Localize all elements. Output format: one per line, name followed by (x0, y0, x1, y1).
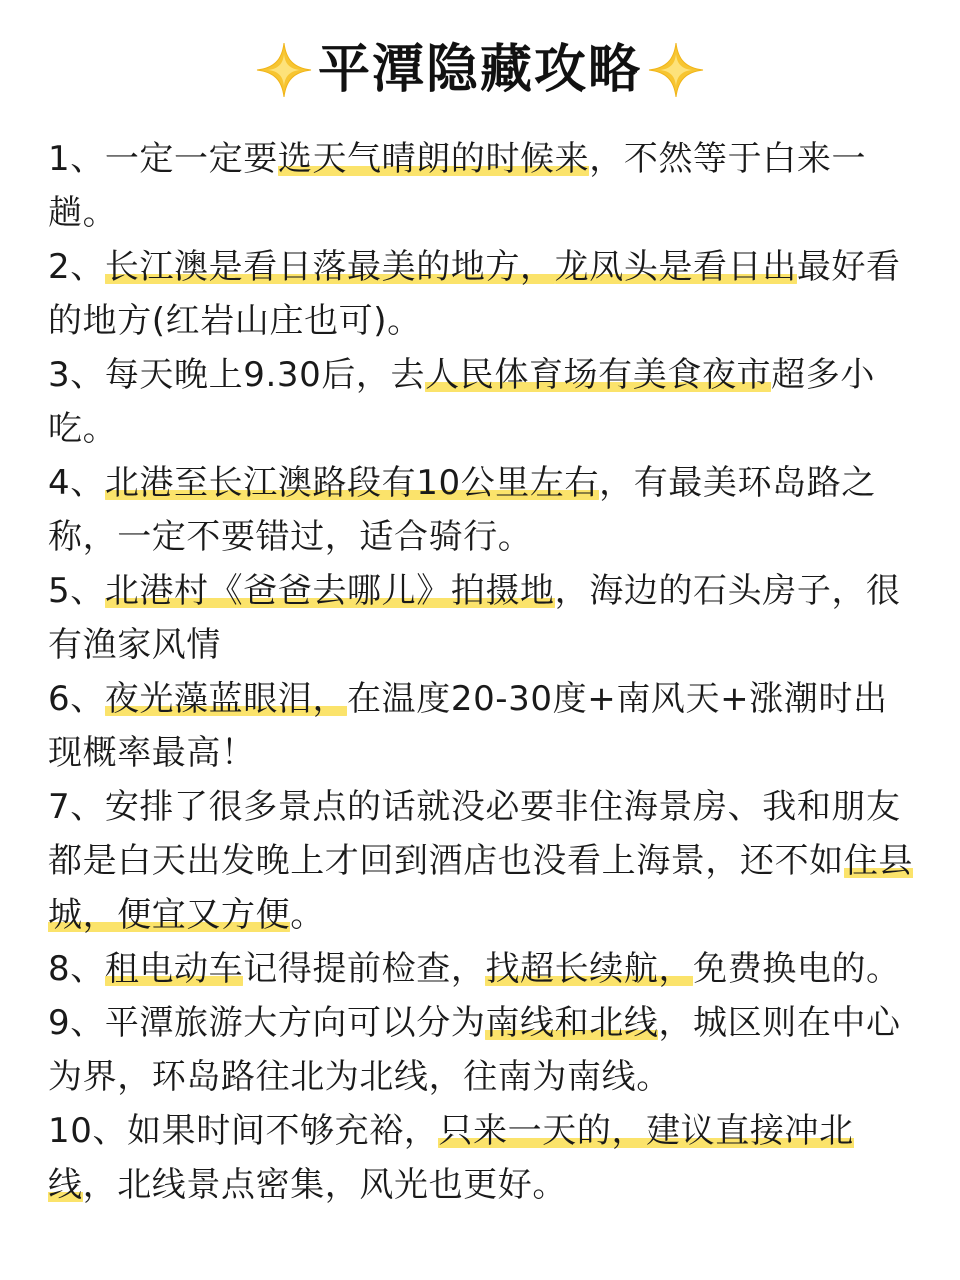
tips-list (48, 132, 920, 1212)
tip-text: 3、每天晚上9.30后，去 (48, 355, 426, 395)
tip-text: 在温度20-30度+南风天+涨潮时出现概率最高！ (48, 679, 888, 773)
highlighted-text: 人民体育场有美食夜市 (425, 355, 772, 395)
page-title: 平潭隐藏攻略 (317, 40, 642, 100)
tip-item (48, 672, 920, 780)
tip-text: 5、 (48, 571, 105, 611)
highlighted-text: 住县城，便宜又方便 (48, 841, 914, 935)
tip-text: ，海边的石头房子，很有渔家风情 (48, 571, 901, 665)
tip-text: ，城区则在中心为界，环岛路往北为北线，往南为南线。 (48, 1003, 901, 1097)
tip-text: 。 (290, 895, 325, 935)
highlighted-text: 长江澳是看日落最美的地方， (104, 247, 555, 287)
tip-text: ，有最美环岛路之称，一定不要错过，适合骑行。 (48, 463, 876, 557)
tip-item (48, 564, 920, 672)
tip-text: 7、安排了很多景点的话就没必要非住海景房、我和朋友都是白天出发晚上才回到酒店也没看上海景，还不如 (48, 787, 901, 881)
highlighted-text: 北港至长江澳路段有10公里左右 (104, 463, 600, 503)
highlighted-text: 龙凤头是看日出 (554, 247, 797, 287)
tip-text: 8、 (48, 949, 105, 989)
highlighted-text: 北港村《爸爸去哪儿》拍摄地 (104, 571, 555, 611)
tip-text: 记得提前检查， (243, 949, 486, 989)
tip-item (48, 942, 920, 996)
tip-text: 4、 (48, 463, 105, 503)
highlighted-text: 夜光藻蓝眼泪， (104, 679, 348, 719)
tip-text: 最好看的地方(红岩山庄也可)。 (48, 247, 901, 341)
tip-text: ，不然等于白来一趟。 (48, 139, 867, 233)
tip-text: 1、一定一定要 (48, 139, 278, 179)
tip-text: 10、如果时间不够充裕， (48, 1111, 439, 1151)
highlighted-text: 找超长续航， (485, 949, 694, 989)
sparkle-star-icon (646, 40, 706, 100)
tip-text: 9、平潭旅游大方向可以分为 (48, 1003, 486, 1043)
tip-item (48, 1104, 920, 1212)
tip-item (48, 132, 920, 240)
tip-text: 超多小吃。 (48, 355, 875, 449)
tip-text: 2、 (48, 247, 105, 287)
tip-item (48, 780, 920, 942)
page-header (40, 0, 920, 140)
tip-item (48, 996, 920, 1104)
highlighted-text: 租电动车 (104, 949, 244, 989)
tip-text: 免费换电的。 (693, 949, 901, 989)
tip-text: ，北线景点密集，风光也更好。 (82, 1165, 568, 1205)
tip-item (48, 348, 920, 456)
highlighted-text: 只来一天的，建议直接冲北线 (48, 1111, 854, 1205)
highlighted-text: 选天气晴朗的时候来 (277, 139, 590, 179)
sparkle-star-icon (254, 40, 314, 100)
tip-item (48, 456, 920, 564)
tip-text: 6、 (48, 679, 105, 719)
tip-item (48, 240, 920, 348)
highlighted-text: 南线和北线 (485, 1003, 659, 1043)
